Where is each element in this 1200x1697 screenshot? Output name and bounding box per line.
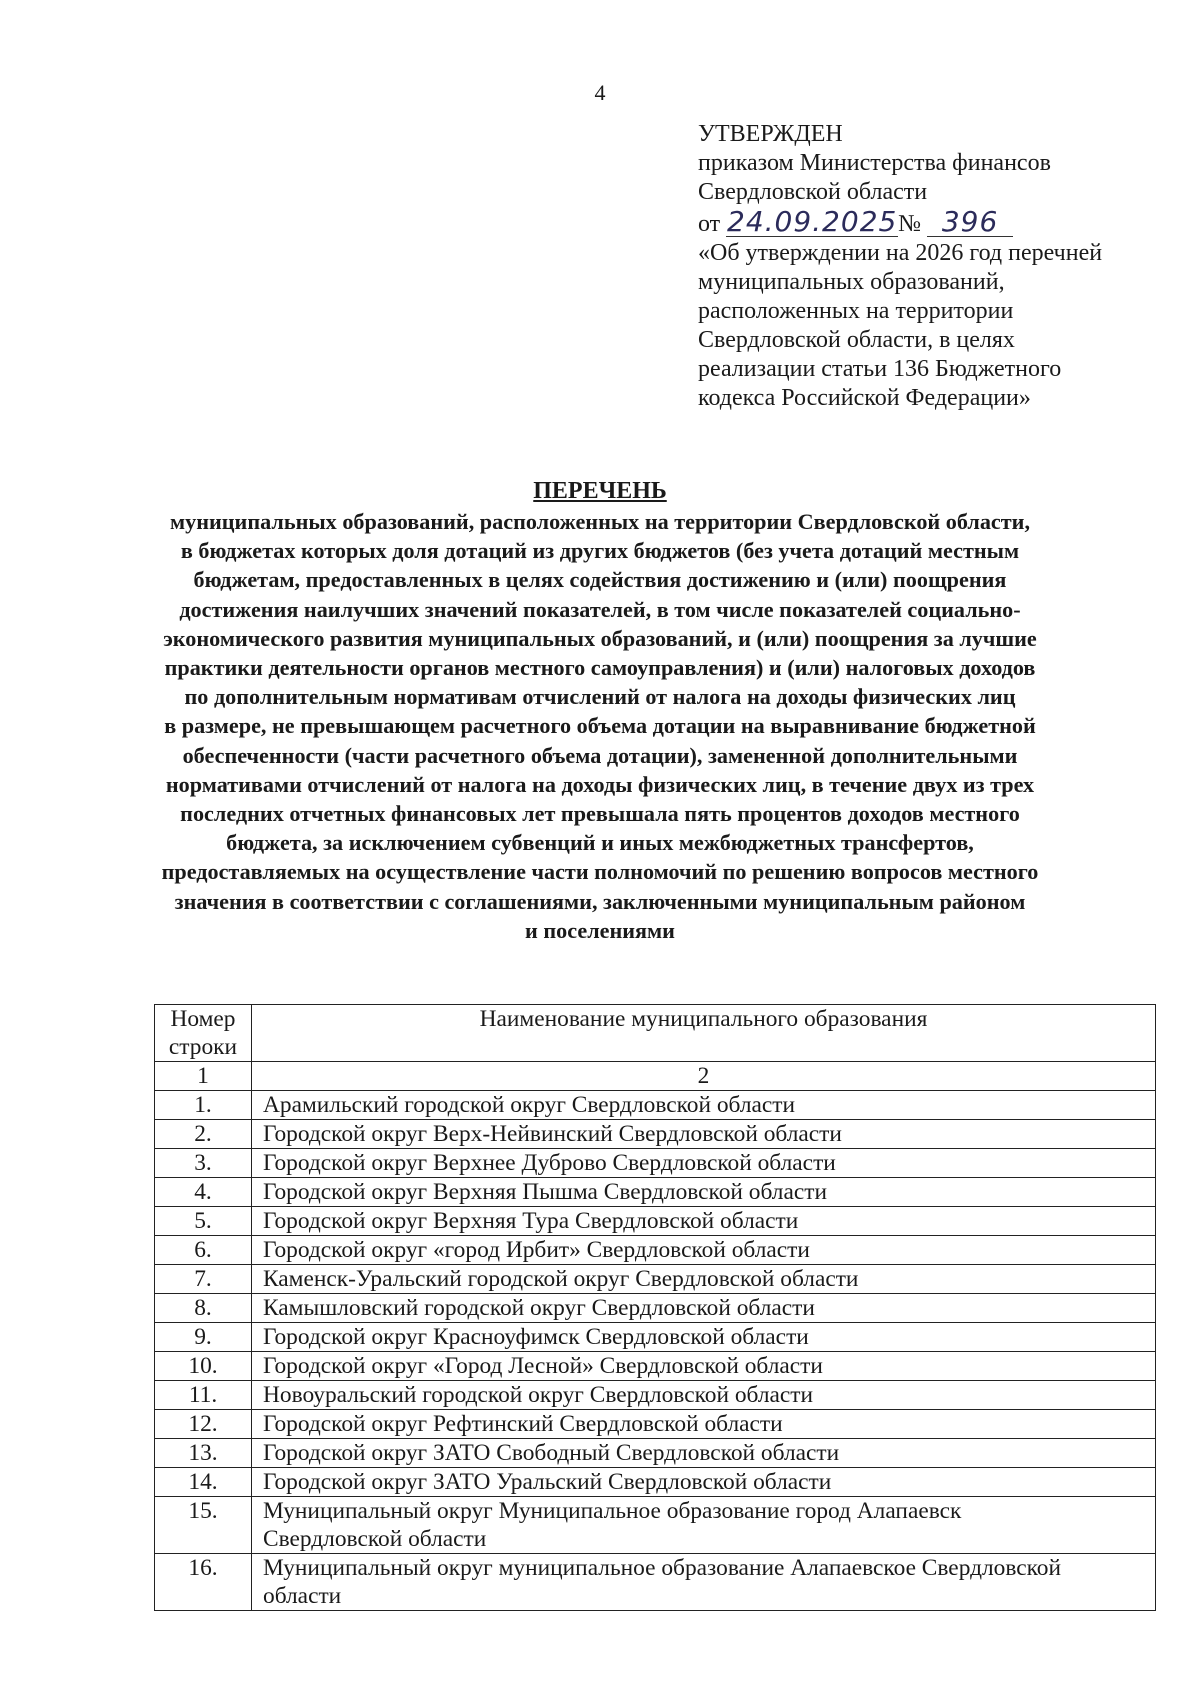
document-title: ПЕРЕЧЕНЬ bbox=[533, 478, 667, 504]
table-row bbox=[155, 1178, 1156, 1207]
subtitle-line: предоставляемых на осуществление части полномочий по решению вопросов местного bbox=[161, 859, 1039, 885]
column-number-row bbox=[155, 1062, 1156, 1091]
table-header-row bbox=[155, 1005, 1156, 1062]
subtitle-line: обеспеченности (части расчетного объема дотации), замененной дополнительными bbox=[182, 742, 1018, 768]
municipality-name: Городской округ Красноуфимск Свердловской области bbox=[252, 1323, 1156, 1352]
row-number: 15. bbox=[155, 1497, 252, 1554]
table-row bbox=[155, 1497, 1156, 1554]
subtitle-line: бюджета, за исключением субвенций и иных межбюджетных трансфертов, bbox=[226, 830, 974, 856]
header-name: Наименование муниципального образования bbox=[252, 1005, 1156, 1062]
municipality-name: Городской округ Верхняя Пышма Свердловской области bbox=[252, 1178, 1156, 1207]
municipality-name: Новоуральский городской округ Свердловской области bbox=[252, 1381, 1156, 1410]
table-row bbox=[155, 1265, 1156, 1294]
approval-subject-line: кодекса Российской Федерации» bbox=[698, 385, 1031, 411]
municipalities-table bbox=[154, 1004, 1156, 1611]
municipality-name: Городской округ «город Ирбит» Свердловской области bbox=[252, 1236, 1156, 1265]
municipality-name: Арамильский городской округ Свердловской области bbox=[252, 1091, 1156, 1120]
municipality-name bbox=[252, 1497, 1156, 1554]
subtitle-line: в бюджетах которых доля дотаций из других бюджетов (без учета дотаций местным bbox=[180, 538, 1020, 564]
subtitle-line: экономического развития муниципальных образований, и (или) поощрения за лучшие bbox=[163, 625, 1037, 651]
row-number: 5. bbox=[155, 1207, 252, 1236]
table-row bbox=[155, 1323, 1156, 1352]
column-number: 1 bbox=[155, 1062, 252, 1091]
row-number: 11. bbox=[155, 1381, 252, 1410]
subtitle-line: бюджетам, предоставленных в целях содействия достижению и (или) поощрения bbox=[193, 567, 1007, 593]
date-prefix: от bbox=[698, 211, 721, 237]
header-row-number-line: Номер bbox=[170, 1006, 236, 1032]
row-number: 16. bbox=[155, 1554, 252, 1611]
municipality-name-line: области bbox=[263, 1583, 342, 1609]
municipality-name-line: Муниципальный округ Муниципальное образование город Алапаевск bbox=[263, 1498, 962, 1524]
table-row bbox=[155, 1294, 1156, 1323]
municipality-name: Городской округ Верхнее Дуброво Свердловской области bbox=[252, 1149, 1156, 1178]
header-row-number-line: строки bbox=[168, 1034, 238, 1060]
number-prefix: № bbox=[898, 211, 922, 237]
municipality-name bbox=[252, 1554, 1156, 1611]
municipality-name-line: Свердловской области bbox=[263, 1526, 487, 1552]
approval-subject-line: муниципальных образований, bbox=[698, 269, 1005, 295]
subtitle-line: достижения наилучших значений показателей, в том числе показателей социально- bbox=[179, 596, 1021, 622]
subtitle-line: последних отчетных финансовых лет превышала пять процентов доходов местного bbox=[180, 801, 1020, 827]
municipality-name: Городской округ Верх-Нейвинский Свердловской области bbox=[252, 1120, 1156, 1149]
approval-subject-line: Свердловской области, в целях bbox=[698, 327, 1015, 353]
municipality-name: Городской округ ЗАТО Уральский Свердловской области bbox=[252, 1468, 1156, 1497]
row-number: 14. bbox=[155, 1468, 252, 1497]
row-number: 6. bbox=[155, 1236, 252, 1265]
municipality-name-line: Муниципальный округ муниципальное образование Алапаевское Свердловской bbox=[263, 1555, 1062, 1581]
approval-line: приказом Министерства финансов bbox=[698, 150, 1051, 176]
document-subtitle bbox=[110, 507, 1090, 945]
row-number: 13. bbox=[155, 1439, 252, 1468]
table-row bbox=[155, 1236, 1156, 1265]
approval-subject-line: реализации статьи 136 Бюджетного bbox=[698, 356, 1062, 382]
page-number: 4 bbox=[594, 80, 606, 105]
header-row-number bbox=[155, 1005, 252, 1062]
table-row bbox=[155, 1149, 1156, 1178]
subtitle-line: муниципальных образований, расположенных на территории Свердловской области, bbox=[169, 509, 1030, 534]
approval-heading: УТВЕРЖДЕН bbox=[698, 121, 843, 147]
municipality-name: Городской округ ЗАТО Свободный Свердловской области bbox=[252, 1439, 1156, 1468]
row-number: 10. bbox=[155, 1352, 252, 1381]
approval-subject-line: «Об утверждении на 2026 год перечней bbox=[698, 240, 1103, 266]
row-number: 2. bbox=[155, 1120, 252, 1149]
municipality-name: Каменск-Уральский городской округ Свердловской области bbox=[252, 1265, 1156, 1294]
table-row bbox=[155, 1120, 1156, 1149]
table-row bbox=[155, 1554, 1156, 1611]
handwritten-date: 24.09.2025 bbox=[727, 205, 898, 238]
subtitle-line: и поселениями bbox=[525, 917, 675, 943]
table-row bbox=[155, 1352, 1156, 1381]
table-row bbox=[155, 1410, 1156, 1439]
table-row bbox=[155, 1091, 1156, 1120]
row-number: 9. bbox=[155, 1323, 252, 1352]
table-row bbox=[155, 1381, 1156, 1410]
order-date-number bbox=[698, 207, 1168, 239]
municipality-name: Городской округ «Город Лесной» Свердловской области bbox=[252, 1352, 1156, 1381]
approval-subject-line: расположенных на территории bbox=[698, 298, 1014, 324]
row-number: 1. bbox=[155, 1091, 252, 1120]
approval-block bbox=[698, 120, 1168, 413]
handwritten-number: 396 bbox=[927, 207, 1013, 237]
table-row bbox=[155, 1207, 1156, 1236]
approval-line: Свердловской области bbox=[698, 179, 928, 205]
row-number: 3. bbox=[155, 1149, 252, 1178]
table-row bbox=[155, 1468, 1156, 1497]
subtitle-line: в размере, не превышающем расчетного объема дотации на выравнивание бюджетной bbox=[164, 713, 1036, 739]
row-number: 8. bbox=[155, 1294, 252, 1323]
municipality-name: Камышловский городской округ Свердловской области bbox=[252, 1294, 1156, 1323]
subtitle-line: практики деятельности органов местного самоуправления) и (или) налоговых доходов bbox=[164, 655, 1036, 681]
subtitle-line: нормативами отчислений от налога на доходы физических лиц, в течение двух из трех bbox=[165, 771, 1035, 797]
row-number: 12. bbox=[155, 1410, 252, 1439]
municipality-name: Городской округ Рефтинский Свердловской области bbox=[252, 1410, 1156, 1439]
row-number: 4. bbox=[155, 1178, 252, 1207]
municipality-name: Городской округ Верхняя Тура Свердловской области bbox=[252, 1207, 1156, 1236]
table-row bbox=[155, 1439, 1156, 1468]
row-number: 7. bbox=[155, 1265, 252, 1294]
subtitle-line: значения в соответствии с соглашениями, заключенными муниципальным районом bbox=[174, 888, 1026, 914]
column-number: 2 bbox=[252, 1062, 1156, 1091]
subtitle-line: по дополнительным нормативам отчислений от налога на доходы физических лиц bbox=[184, 684, 1016, 710]
